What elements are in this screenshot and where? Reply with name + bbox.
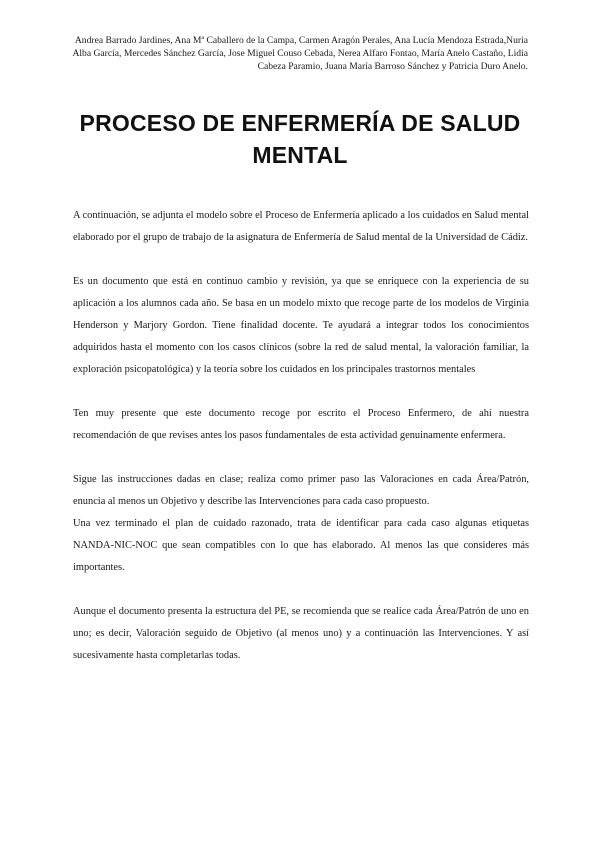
document-title: PROCESO DE ENFERMERÍA DE SALUD MENTAL xyxy=(79,110,521,168)
authors-list: Andrea Barrado Jardines, Ana Mª Caballero de la Campa, Carmen Aragón Perales, Ana Lucía Mendoza Estrada,Nuria Alba García, Mercedes Sánchez García, Jose Miguel Couso Cebada, Nerea Alfaro Fontao, María Anelo Castaño, Lidia Cabeza Paramio, Juana María Barroso Sánchez y Patricia Duro Anelo. xyxy=(72,35,528,72)
paragraph-intro: A continuación, se adjunta el modelo sobre el Proceso de Enfermería aplicado a los cuidados en Salud mental elaborado por el grupo de trabajo de la asignatura de Enfermería de Salud mental de la Universidad de Cádiz. xyxy=(73,210,529,243)
paragraph-structure: Aunque el documento presenta la estructura del PE, se recomienda que se realice cada Área/Patrón de uno en uno; es decir, Valoración seguido de Objetivo (al menos uno) y a continuación las Intervenciones. Y así sucesivamente hasta completarlas todas. xyxy=(73,606,529,661)
document-body xyxy=(73,205,529,667)
paragraph-nanda: Una vez terminado el plan de cuidado razonado, trata de identificar para cada caso algunas etiquetas NANDA-NIC-NOC que sean compatibles con lo que has elaborado. Al menos las que consideres más importantes. xyxy=(73,518,529,573)
paragraph-description: Es un documento que está en continuo cambio y revisión, ya que se enriquece con la experiencia de su aplicación a los alumnos cada año. Se basa en un modelo mixto que recoge parte de los modelos de Virginia Henderson y Marjory Gordon. Tiene finalidad docente. Te ayudará a integrar todos los conocimientos adquiridos hasta el momento con los casos clínicos (sobre la red de salud mental, la valoración familiar, la exploración psicopatológica) y la teoría sobre los cuidados en los principales trastornos mentales xyxy=(73,276,529,375)
paragraph-recommendation: Ten muy presente que este documento recoge por escrito el Proceso Enfermero, de ahí nuestra recomendación de que revises antes los pasos fundamentales de esta actividad genuinamente enfermera. xyxy=(73,408,529,441)
paragraph-instructions: Sigue las instrucciones dadas en clase; realiza como primer paso las Valoraciones en cada Área/Patrón, enuncia al menos un Objetivo y describe las Intervenciones para cada caso propuesto. xyxy=(73,474,529,507)
